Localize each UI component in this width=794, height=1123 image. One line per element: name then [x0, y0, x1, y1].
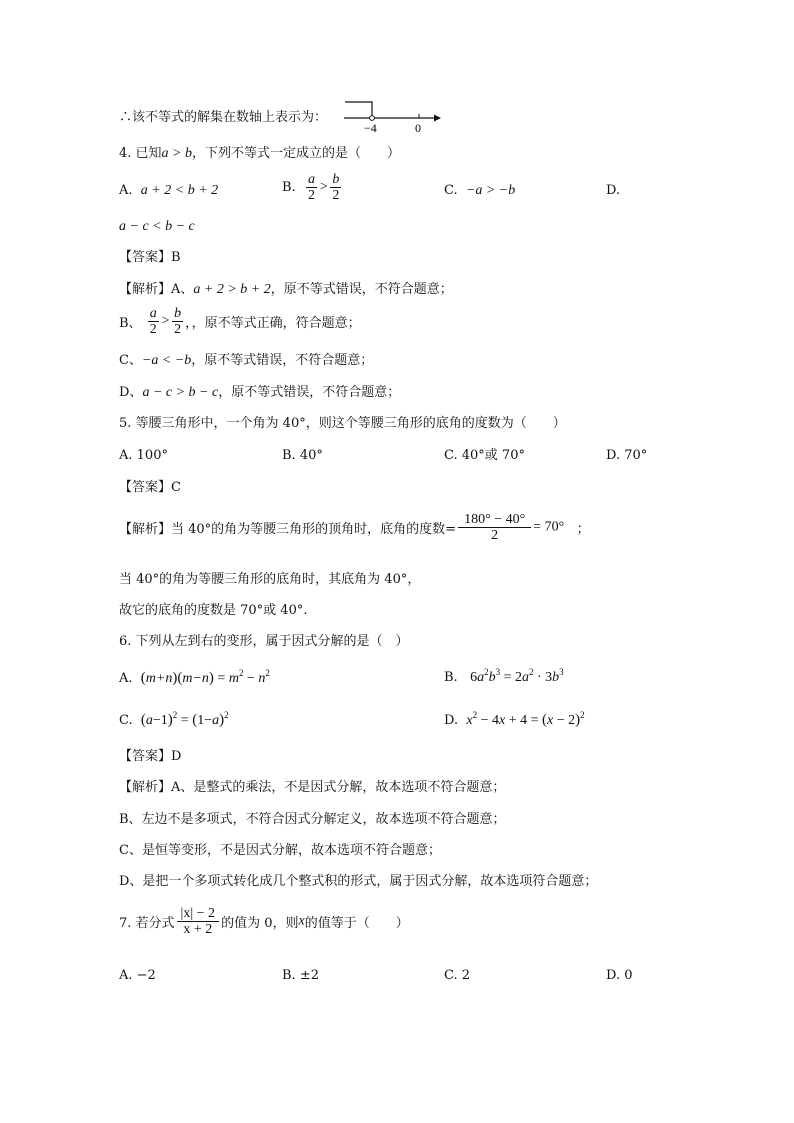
- q6-option-b: B. $6a^2b^3 = 2a^2 \cdot 3b^3$: [444, 667, 564, 685]
- q4-option-d-label: D.: [606, 183, 621, 198]
- number-line: [340, 98, 445, 136]
- q5-stem: 5. 等腰三角形中，一个角为 40°，则这个等腰三角形的底角的度数为（ ）: [119, 416, 566, 431]
- q4-answer: 【答案】B: [119, 250, 181, 265]
- q6-analysis-c: C、是恒等变形，不是因式分解，故本选项不符合题意；: [119, 843, 441, 858]
- q5-option-d: D. 70°: [606, 448, 648, 463]
- q7-option-a: A. −2: [119, 968, 156, 983]
- tick-label-neg4: −4: [364, 121, 377, 135]
- q6-analysis-d: D、是把一个多项式转化成几个整式积的形式，属于因式分解，故本选项符合题意；: [119, 874, 598, 889]
- q4-analysis-b: B、 $\frac{a}{2}$ > $\frac{b}{2}$ ，，原不等式正确，符合题意；: [119, 306, 361, 337]
- q6-stem: 6. 下列从左到右的变形，属于因式分解的是（ ）: [119, 634, 409, 649]
- q6-option-c: C. $(a-1)^2 = (1-a)^2$: [119, 710, 229, 728]
- numberline-intro: ∴该不等式的解集在数轴上表示为：: [119, 110, 328, 125]
- q4-option-a: A. a + 2 < b + 2: [119, 183, 219, 198]
- q7-option-d: D. 0: [606, 968, 633, 983]
- q4-analysis-c: C、−a < −b，原不等式错误，不符合题意；: [119, 353, 374, 368]
- q5-option-a: A. 100°: [119, 448, 168, 463]
- q4-analysis-a: 【解析】A、a + 2 > b + 2，原不等式错误，不符合题意；: [119, 282, 453, 297]
- q7-option-c: C. 2: [444, 968, 471, 983]
- q6-analysis-b: B、左边不是多项式，不符合因式分解定义，故本选项不符合题意；: [119, 812, 506, 827]
- q5-analysis: 【解析】当 40°的角为等腰三角形的顶角时，底角的度数= $\frac{180^\circ - 40^\circ}{2}$ = 70° ；: [119, 512, 590, 543]
- q4-option-c: C. −a > −b: [444, 183, 516, 198]
- q6-answer: 【答案】D: [119, 749, 182, 764]
- q5-answer: 【答案】C: [119, 480, 181, 495]
- q4-option-d: a − c < b − c: [119, 219, 195, 234]
- q6-option-d: D. $x^2 - 4x + 4 = (x - 2)^2$: [444, 710, 585, 728]
- q4-stem: 4. 已知a > b，下列不等式一定成立的是（ ）: [119, 146, 401, 161]
- q5-analysis-line2: 当 40°的角为等腰三角形的底角时，其底角为 40°，: [119, 572, 421, 587]
- q5-analysis-line3: 故它的底角的度数是 70°或 40°.: [119, 603, 308, 618]
- q5-option-b: B. 40°: [282, 448, 323, 463]
- q7-option-b: B. ±2: [282, 968, 319, 983]
- q6-option-a: A. $(m+n)(m-n) = m^2 - n^2$: [119, 668, 270, 686]
- q4-option-b: B. $\frac{a}{2}$ > $\frac{b}{2}$: [282, 172, 340, 203]
- q5-option-c: C. 40°或 70°: [444, 448, 525, 463]
- q6-analysis-a: 【解析】A、是整式的乘法，不是因式分解，故本选项不符合题意；: [119, 780, 506, 795]
- q7-stem: 7. 若分式 $\frac{|x| - 2}{x + 2}$ 的值为 0，则x的值等于（ ）: [119, 906, 409, 937]
- q4-analysis-d: D、a − c > b − c，原不等式错误，不符合题意；: [119, 385, 401, 400]
- tick-label-0: 0: [415, 121, 421, 135]
